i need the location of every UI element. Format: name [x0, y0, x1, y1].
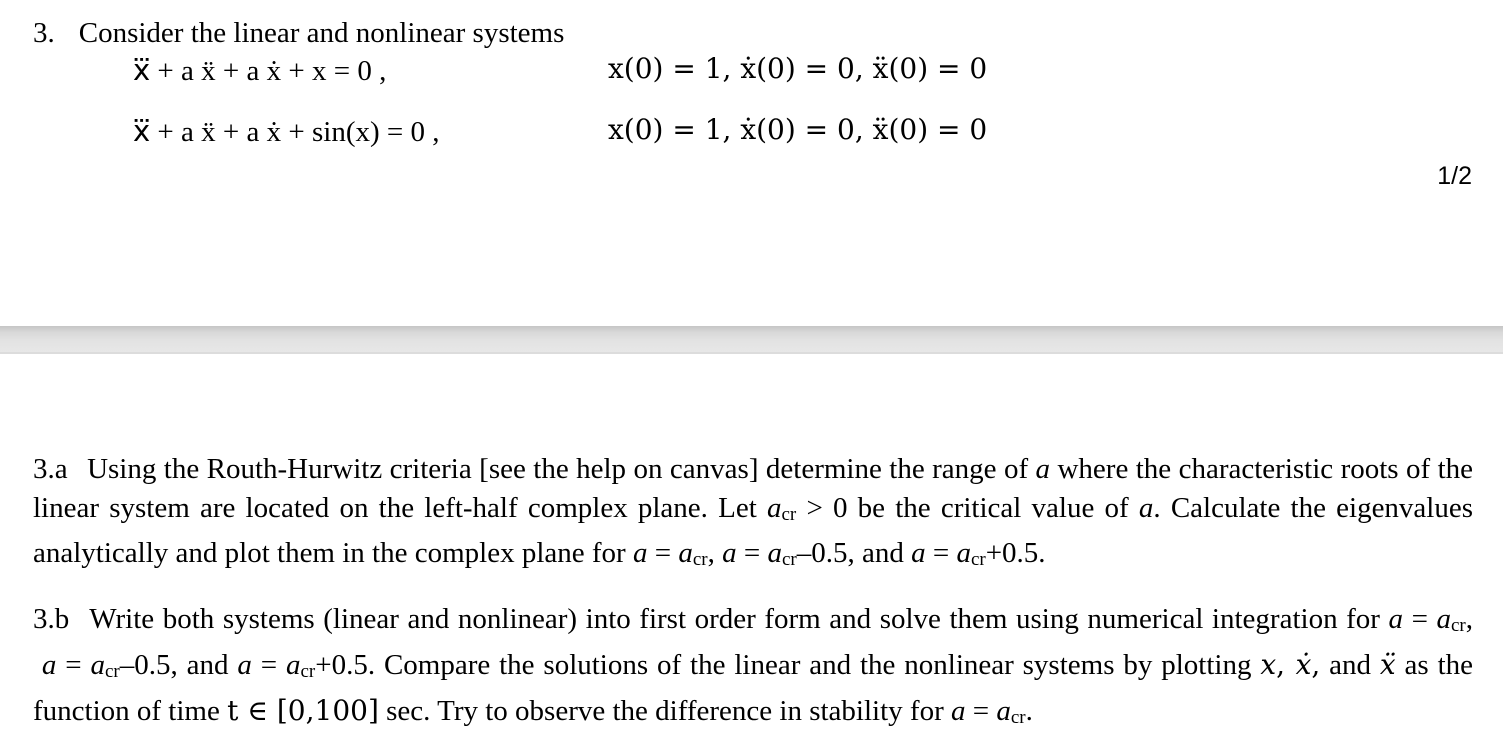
nonlinear-initial-conditions: x(0) = 1, ẋ(0) = 0, ẍ(0) = 0 — [608, 113, 988, 146]
nonlinear-equation: x⃛ + a ẍ + a ẋ + sin(x) = 0 , — [133, 116, 440, 148]
part-a-paragraph: 3.a Using the Routh-Hurwitz criteria [see the help on canvas] determine the range of a where the characteristic roots of the linear system are located on the left-half complex plane. Let $a_{cr} > 0$ be the critical value of a. Calculate the eigenvalues analytically and plot them in the complex plane for $a = a_{cr}$, $a = a_{cr}-0.5$, and $a = a_{cr}+0.5$. — [33, 453, 1474, 570]
linear-initial-conditions: x(0) = 1, ẋ(0) = 0, ẍ(0) = 0 — [608, 52, 988, 85]
part-b-paragraph: 3.b Write both systems (linear and nonlinear) into first order form and solve them using numerical integration for $a = a_{cr}$, $a = a_{cr}-0.5$, and $a = a_{cr}+0.5$. Compare the solutions of the linear and the nonlinear systems by plotting x, ẋ, and ẍ as the function of time t ∈ [0,100] sec. Try to observe the difference in stability for $a = a_{cr}$. — [33, 603, 1474, 728]
page-separator — [0, 326, 1503, 354]
problem-number: 3. — [33, 17, 55, 49]
time-range: t ∈ [0,100] — [227, 694, 379, 727]
part-b-label: 3.b — [33, 603, 70, 635]
part-a-label: 3.a — [33, 453, 68, 485]
page-indicator: 1/2 — [1437, 162, 1472, 190]
problem-intro: Consider the linear and nonlinear systems — [78, 17, 565, 49]
linear-equation: x⃛ + a ẍ + a ẋ + x = 0 , — [133, 55, 387, 87]
problem-heading — [33, 17, 564, 50]
